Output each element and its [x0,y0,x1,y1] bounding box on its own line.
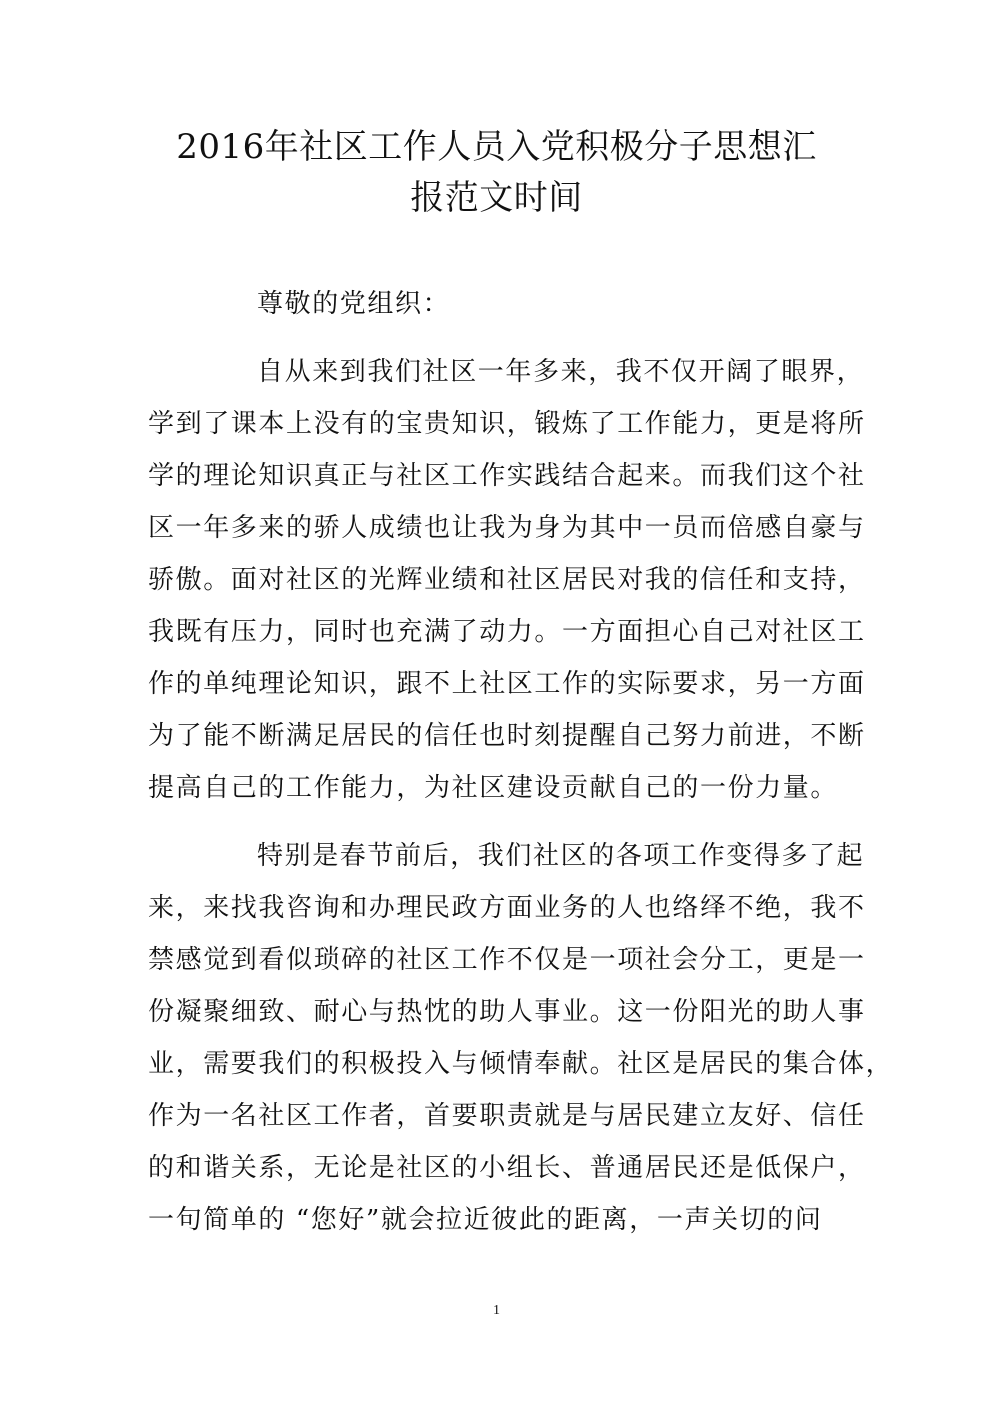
paragraph-line: 为了能不断满足居民的信任也时刻提醒自己努力前进，不断 [148,721,866,751]
paragraph-line: 区一年多来的骄人成绩也让我为身为其中一员而倍感自豪与 [148,513,866,543]
document-title-line-1: 2016年社区工作人员入党积极分子思想汇 [176,127,817,167]
paragraph-line: 禁感觉到看似琐碎的社区工作不仅是一项社会分工，更是一 [148,945,866,975]
paragraph-line: 一句简单的 “您好”就会拉近彼此的距离，一声关切的问 [148,1205,823,1235]
paragraph-line: 特别是春节前后，我们社区的各项工作变得多了起 [257,841,865,871]
document-title-line-2: 报范文时间 [410,178,583,218]
page-number: 1 [493,1303,500,1318]
paragraph-line: 学到了课本上没有的宝贵知识，锻炼了工作能力，更是将所 [148,409,866,439]
paragraph-line: 我既有压力，同时也充满了动力。一方面担心自己对社区工 [148,617,866,647]
paragraph-line: 作的单纯理论知识，跟不上社区工作的实际要求，另一方面 [148,669,866,699]
paragraph-line: 份凝聚细致、耐心与热忱的助人事业。这一份阳光的助人事 [148,997,866,1027]
paragraph-line: 作为一名社区工作者，首要职责就是与居民建立友好、信任 [148,1101,866,1131]
paragraph-line: 骄傲。面对社区的光辉业绩和社区居民对我的信任和支持， [148,565,866,595]
paragraph-line: 来，来找我咨询和办理民政方面业务的人也络绎不绝，我不 [148,893,866,923]
paragraph-line: 的和谐关系，无论是社区的小组长、普通居民还是低保户， [148,1153,866,1183]
paragraph-line: 学的理论知识真正与社区工作实践结合起来。而我们这个社 [148,461,866,491]
salutation: 尊敬的党组织： [257,289,451,319]
paragraph-line: 业，需要我们的积极投入与倾情奉献。社区是居民的集合体， [148,1049,894,1079]
paragraph-line: 自从来到我们社区一年多来，我不仅开阔了眼界， [257,357,865,387]
paragraph-line: 提高自己的工作能力，为社区建设贡献自己的一份力量。 [148,773,839,803]
